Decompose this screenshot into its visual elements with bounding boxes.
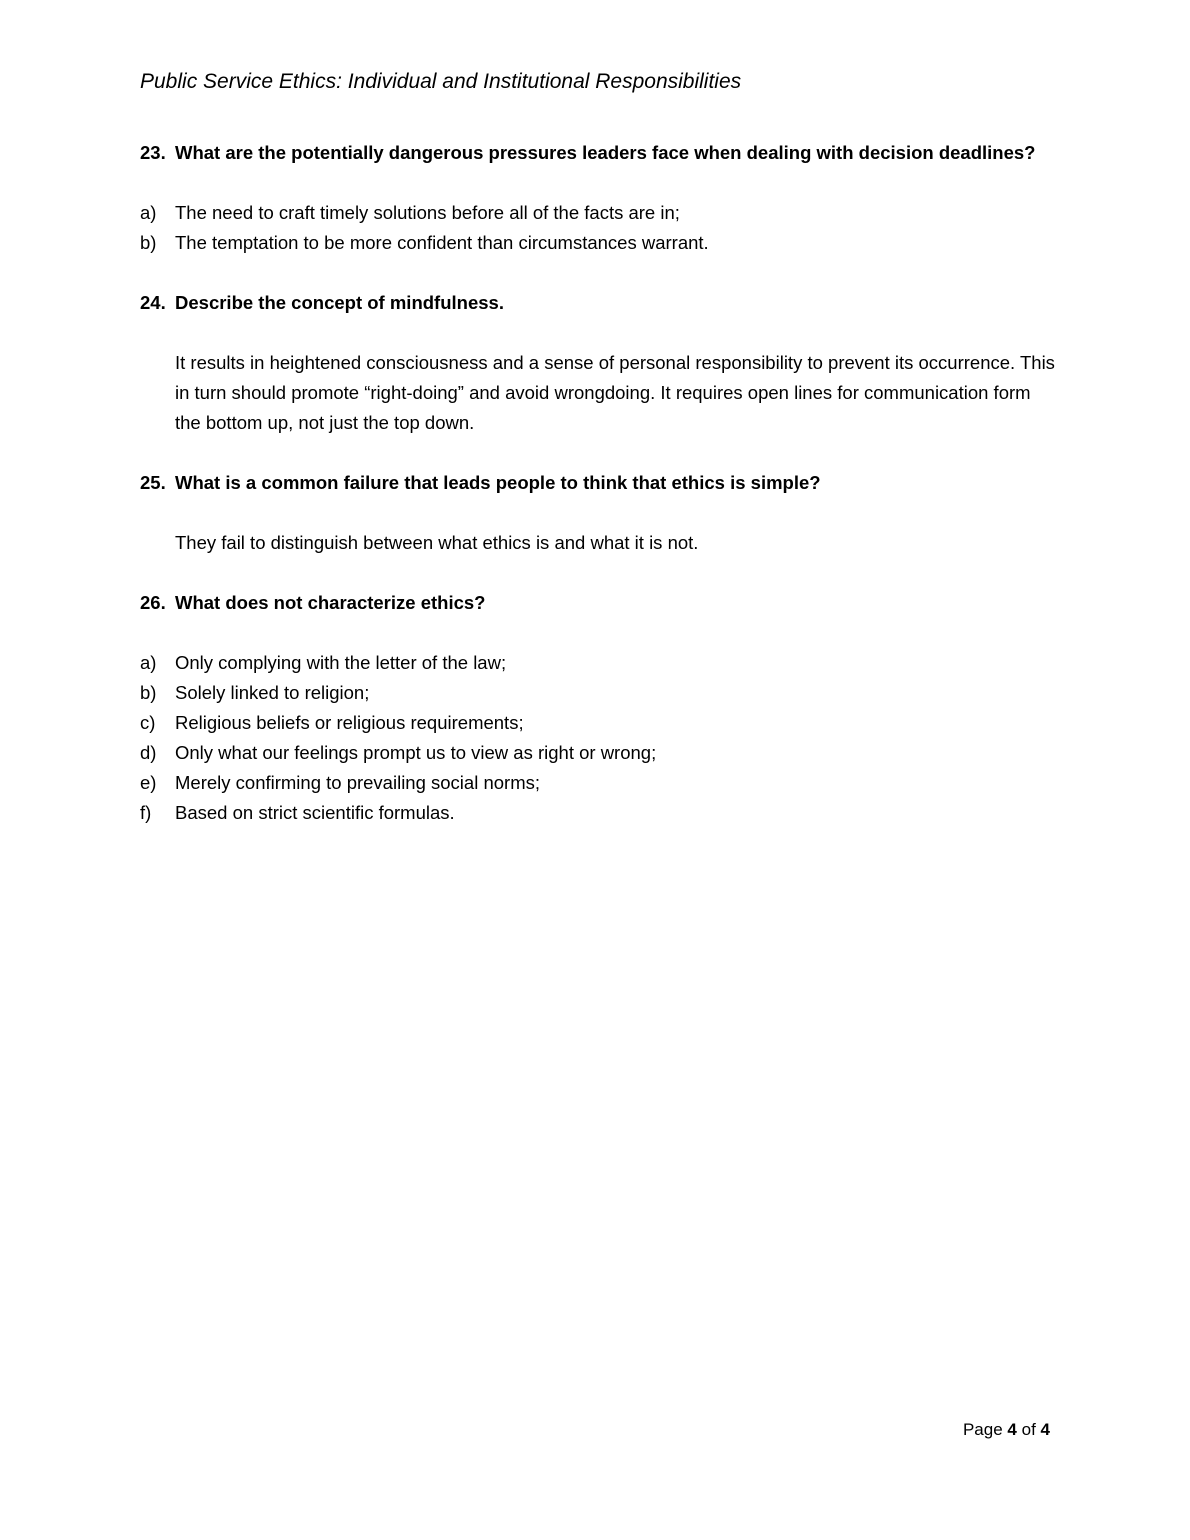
question-section-24 bbox=[140, 288, 1060, 438]
option-letter: a) bbox=[140, 652, 157, 673]
answer-paragraph: They fail to distinguish between what ethics is and what it is not. bbox=[175, 532, 699, 553]
option-text: Only complying with the letter of the law; bbox=[175, 652, 507, 673]
answer-option bbox=[140, 768, 1060, 798]
question-number: 26. bbox=[140, 592, 166, 613]
question-heading bbox=[140, 288, 1060, 318]
option-text: Only what our feelings prompt us to view as right or wrong; bbox=[175, 742, 657, 763]
total-pages-number: 4 bbox=[1040, 1420, 1050, 1439]
answer-option bbox=[140, 198, 1060, 228]
option-text: Solely linked to religion; bbox=[175, 682, 370, 703]
question-number: 24. bbox=[140, 292, 166, 313]
option-letter: f) bbox=[140, 802, 152, 823]
answer-paragraph: It results in heightened consciousness and a sense of personal responsibility to prevent its occurrence. This in turn should promote “right-doing” and avoid wrongdoing. It requires open lines for communication form the bottom up, not just the top down. bbox=[175, 352, 1055, 433]
question-heading bbox=[140, 138, 1060, 168]
option-letter: b) bbox=[140, 232, 157, 253]
answer-option bbox=[140, 798, 1060, 828]
option-letter: e) bbox=[140, 772, 157, 793]
option-letter: d) bbox=[140, 742, 157, 763]
answer-options-list bbox=[140, 648, 1060, 828]
question-number: 23. bbox=[140, 142, 166, 163]
document-body bbox=[140, 138, 1060, 828]
question-section-23 bbox=[140, 138, 1060, 258]
option-letter: b) bbox=[140, 682, 157, 703]
question-text: What are the potentially dangerous pressures leaders face when dealing with decision deadlines? bbox=[175, 142, 1036, 163]
current-page-number: 4 bbox=[1007, 1420, 1017, 1439]
page-number-footer bbox=[963, 1420, 1050, 1440]
option-text: Religious beliefs or religious requirements; bbox=[175, 712, 524, 733]
answer-option bbox=[140, 738, 1060, 768]
page-label: Page bbox=[962, 1420, 1003, 1439]
question-text: What does not characterize ethics? bbox=[175, 592, 486, 613]
question-text: What is a common failure that leads people to think that ethics is simple? bbox=[175, 472, 821, 493]
question-heading bbox=[140, 468, 1060, 498]
question-section-25 bbox=[140, 468, 1060, 558]
question-section-26 bbox=[140, 588, 1060, 828]
option-text: The temptation to be more confident than circumstances warrant. bbox=[175, 232, 709, 253]
question-text: Describe the concept of mindfulness. bbox=[175, 292, 504, 313]
answer-options-list bbox=[140, 198, 1060, 258]
option-text: Based on strict scientific formulas. bbox=[175, 802, 455, 823]
option-text: Merely confirming to prevailing social norms; bbox=[175, 772, 540, 793]
option-letter: c) bbox=[140, 712, 156, 733]
of-label: of bbox=[1021, 1420, 1036, 1439]
option-letter: a) bbox=[140, 202, 157, 223]
question-number: 25. bbox=[140, 472, 166, 493]
answer-option bbox=[140, 708, 1060, 738]
question-heading bbox=[140, 588, 1060, 618]
answer-option bbox=[140, 648, 1060, 678]
answer-option bbox=[140, 678, 1060, 708]
page-header-title: Public Service Ethics: Individual and Institutional Responsibilities bbox=[140, 70, 742, 93]
option-text: The need to craft timely solutions before all of the facts are in; bbox=[175, 202, 680, 223]
answer-option bbox=[140, 228, 1060, 258]
